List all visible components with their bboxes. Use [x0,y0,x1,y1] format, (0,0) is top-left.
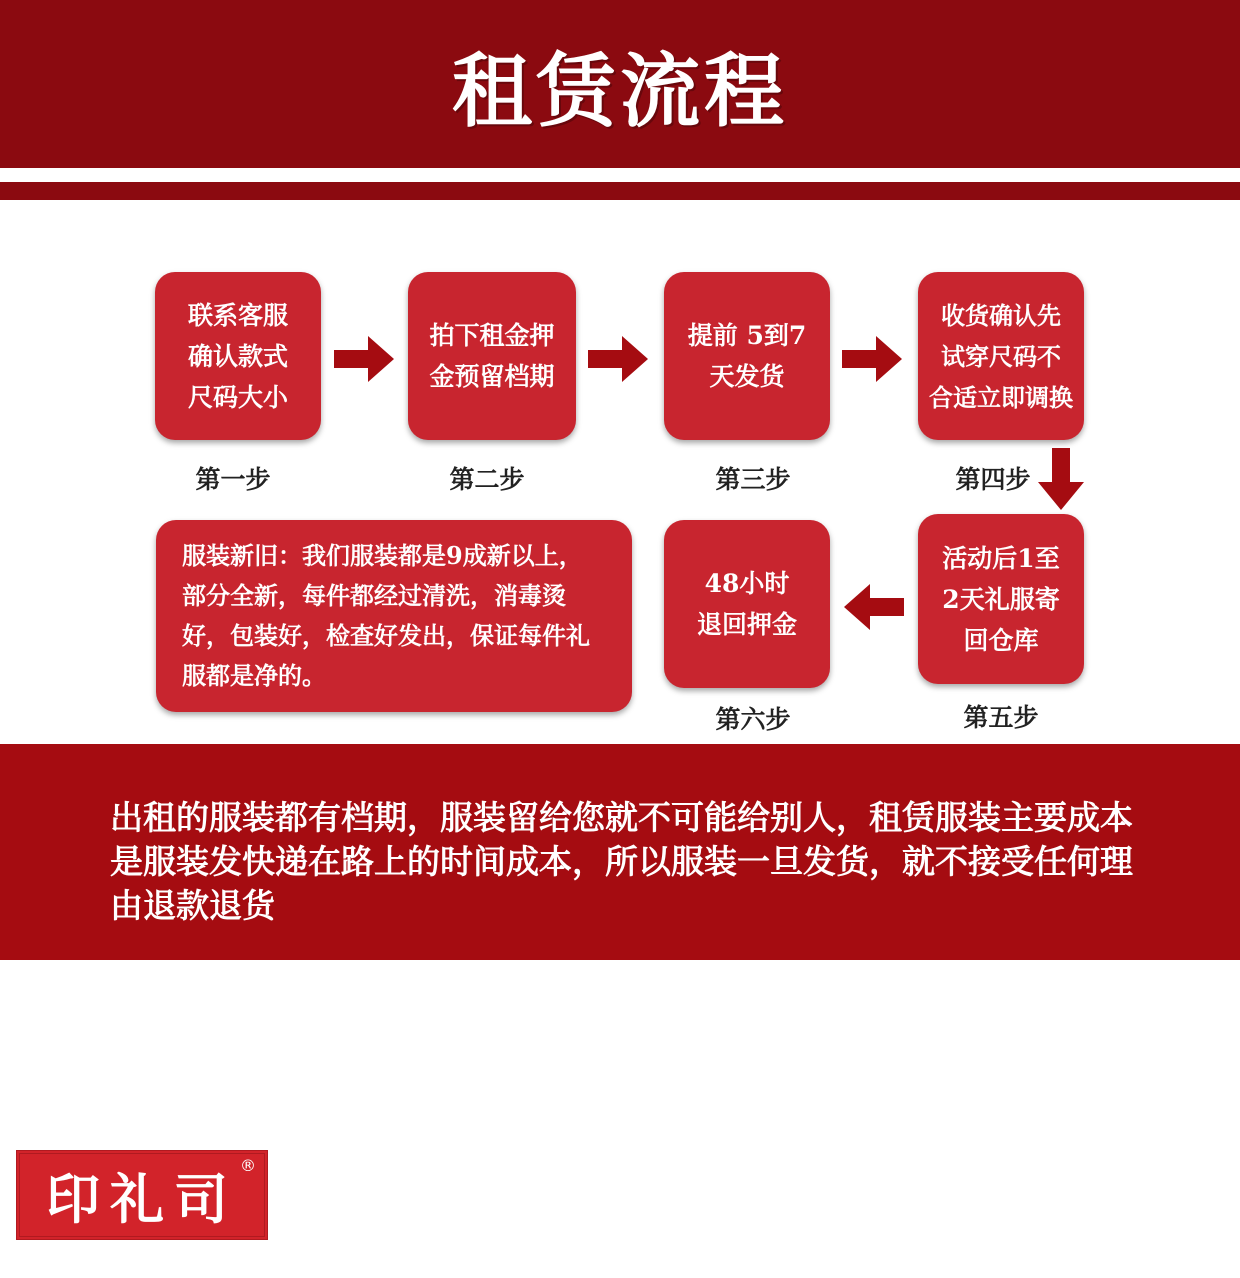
step-text-2: 拍下租金押 金预留档期 [429,321,555,391]
arrow-left-icon [844,584,904,630]
arrow-down-icon [1038,448,1084,510]
step-label-2: 第二步 [449,465,525,494]
step-text-4: 收货确认先 试穿尺码不 合适立即调换 [929,300,1073,412]
brand-logo [16,1150,268,1240]
step-label-1: 第一步 [195,465,271,494]
page-title: 租赁流程 [452,43,788,138]
step-box-6 [664,520,830,688]
step-label-6: 第六步 [715,705,791,734]
note-text: 服装新旧：我们服装都是9成新以上，部分全新，每件都经过清洗，消毒烫好，包装好，检查好发出，保证每件礼服都是净的。 [182,541,590,690]
divider-stripe [0,182,1240,200]
step-box-2 [408,272,576,440]
note-box [156,520,632,712]
header-banner [0,0,1240,168]
step-text-1: 联系客服 确认款式 尺码大小 [187,300,288,412]
step-box-4 [918,272,1084,440]
arrow-right-icon [334,336,394,382]
arrow-right-icon [842,336,902,382]
step-text-5: 活动后1至 2天礼服寄 回仓库 [942,543,1060,655]
step-box-3 [664,272,830,440]
arrow-right-icon [588,336,648,382]
brand-name: 印礼司 [46,1166,238,1231]
registered-mark-icon: ® [240,1156,256,1175]
notice-text: 出租的服装都有档期，服装留给您就不可能给别人，租赁服装主要成本是服装发快递在路上的时间成本，所以服装一旦发货，就不接受任何理由退款退货 [110,798,1133,925]
step-label-4: 第四步 [955,465,1031,494]
step-text-3: 提前 5到7 天发货 [687,321,807,391]
step-label-3: 第三步 [715,465,791,494]
step-label-5: 第五步 [963,703,1039,732]
step-box-5 [918,514,1084,684]
step-box-1 [155,272,321,440]
step-text-6: 48小时 退回押金 [696,569,797,639]
